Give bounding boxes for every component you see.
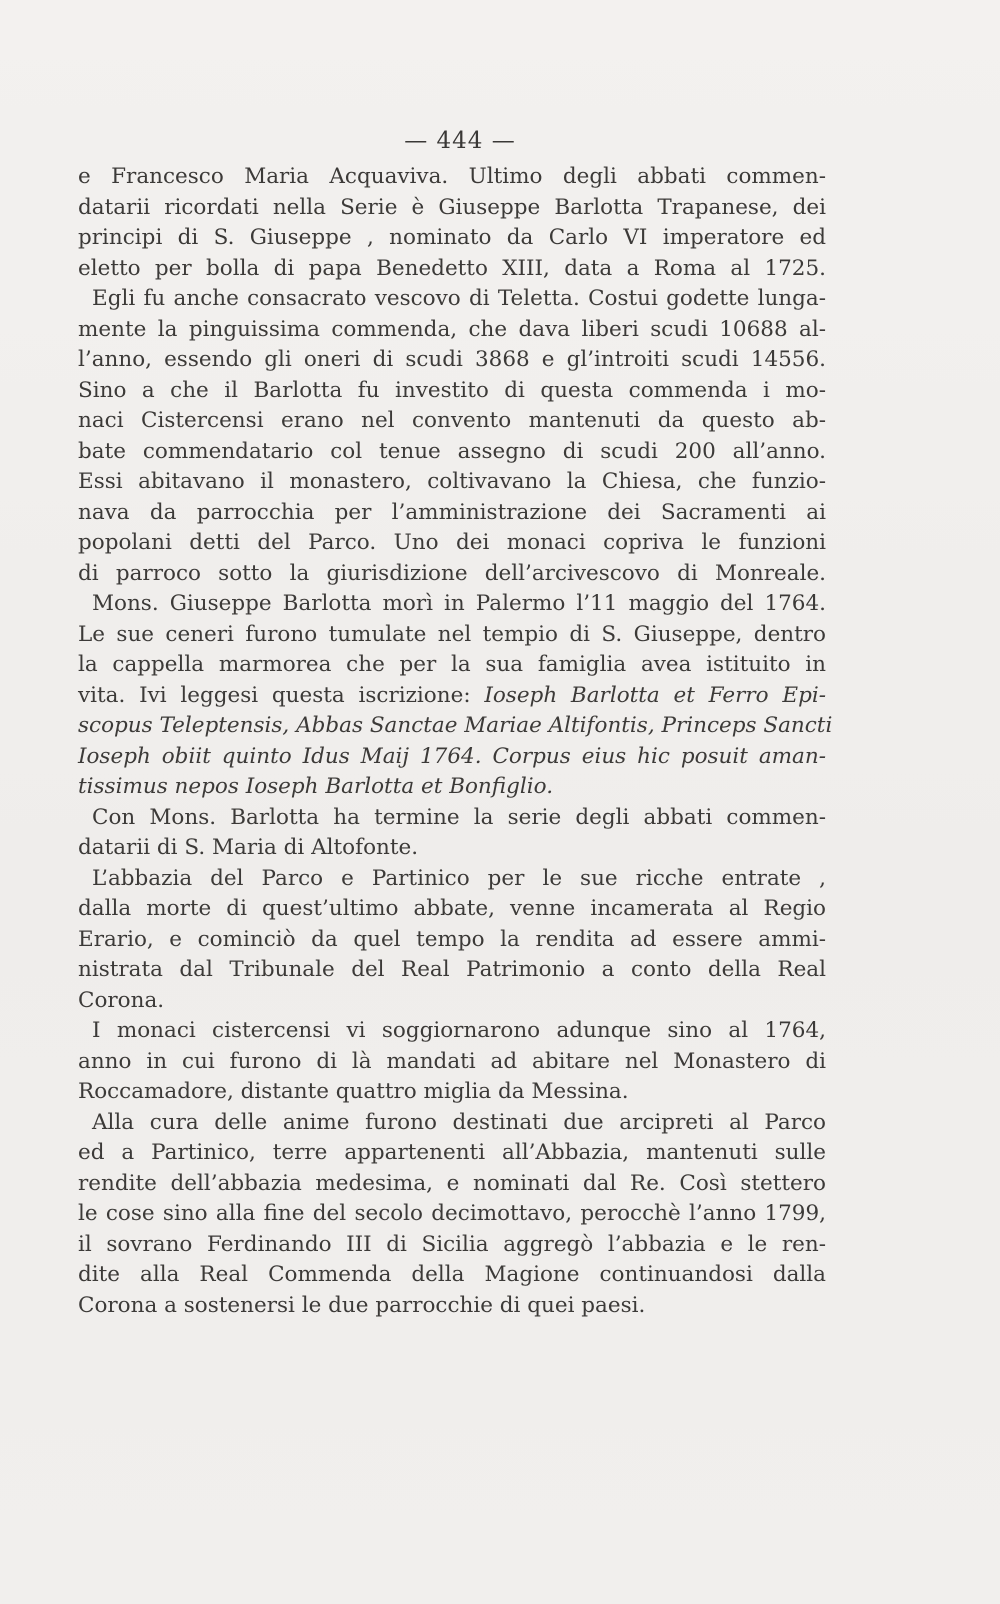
text-line-with-inscription [78,681,826,712]
text-line: popolani detti del Parco. Uno dei monaci copriva le funzioni [78,530,826,555]
text-line: L’abbazia del Parco e Partinico per le sue ricche entrate , [92,865,826,891]
text-line: principi di S. Giuseppe , nominato da Carlo VI imperatore ed [78,225,826,250]
text-line: vita. Ivi leggesi questa iscrizione: [78,682,471,708]
text-line: Le sue ceneri furono tumulate nel tempio di S. Giuseppe, dentro [78,621,826,647]
text-line: dite alla Real Commenda della Magione continuandosi dalla [78,1262,826,1287]
text-line: naci Cistercensi erano nel convento mantenuti da questo ab- [78,408,826,433]
text-line: Con Mons. Barlotta ha termine la serie degli abbati commen- [92,804,826,830]
text-line: nava da parrocchia per l’amministrazione dei Sacramenti ai [78,499,826,525]
page-number: — 444 — [404,128,516,154]
inscription-text: Ioseph obiit quinto Idus Maij 1764. Corpus eius hic posuit aman- [78,743,826,769]
text-line: ed a Partinico, terre appartenenti all’Abbazia, mantenuti sulle [78,1140,826,1165]
text-line: rendite dell’abbazia medesima, e nominati dal Re. Così stettero [78,1170,826,1196]
text-line: la cappella marmorea che per la sua famiglia avea istituito in [78,652,826,677]
text-line: Corona a sostenersi le due parrocchie di quei paesi. [78,1292,646,1318]
text-line: Erario, e cominciò da quel tempo la rendita ad essere ammi- [78,926,826,952]
text-line: Essi abitavano il monastero, coltivavano la Chiesa, che funzio- [78,469,826,494]
text-line: dalla morte di quest’ultimo abbate, venne incamerata al Regio [78,896,826,921]
text-line: datarii ricordati nella Serie è Giuseppe Barlotta Trapanese, dei [78,194,826,220]
text-line: Roccamadore, distante quattro miglia da Messina. [78,1079,629,1104]
inscription-text: Ioseph Barlotta et Ferro Epi- [484,682,826,708]
text-line: le cose sino alla fine del secolo decimottavo, perocchè l’anno 1799, [78,1201,826,1226]
text-line: anno in cui furono di là mandati ad abitare nel Monastero di [78,1048,826,1074]
text-line: eletto per bolla di papa Benedetto XIII, data a Roma al 1725. [78,255,826,281]
text-line: Sino a che il Barlotta fu investito di questa commenda i mo- [78,377,826,403]
text-line: mente la pinguissima commenda, che dava liberi scudi 10688 al- [78,316,826,342]
text-line: nistrata dal Tribunale del Real Patrimonio a conto della Real [78,957,826,982]
text-line: Mons. Giuseppe Barlotta morì in Palermo l’11 maggio del 1764. [92,591,826,616]
text-line: l’anno, essendo gli oneri di scudi 3868 e gl’introiti scudi 14556. [78,347,826,372]
text-line: e Francesco Maria Acquaviva. Ultimo degli abbati commen- [78,164,826,189]
text-line: Alla cura delle anime furono destinati due arcipreti al Parco [92,1109,826,1135]
body-text [78,162,833,1321]
text-line: Corona. [78,987,165,1013]
inscription-text: tissimus nepos Ioseph Barlotta et Bonfiglio. [78,774,554,799]
text-line: datarii di S. Maria di Altofonte. [78,835,419,860]
text-line: il sovrano Ferdinando III di Sicilia aggregò l’abbazia e le ren- [78,1231,826,1257]
inscription-text: scopus Teleptensis, Abbas Sanctae Mariae Altifontis, Princeps Sancti [78,713,833,738]
text-line: bate commendatario col tenue assegno di scudi 200 all’anno. [78,438,826,464]
text-line: I monaci cistercensi vi soggiornarono adunque sino al 1764, [92,1018,826,1043]
text-line: Egli fu anche consacrato vescovo di Teletta. Costui godette lunga- [92,286,826,311]
text-line: di parroco sotto la giurisdizione dell’arcivescovo di Monreale. [78,560,826,586]
